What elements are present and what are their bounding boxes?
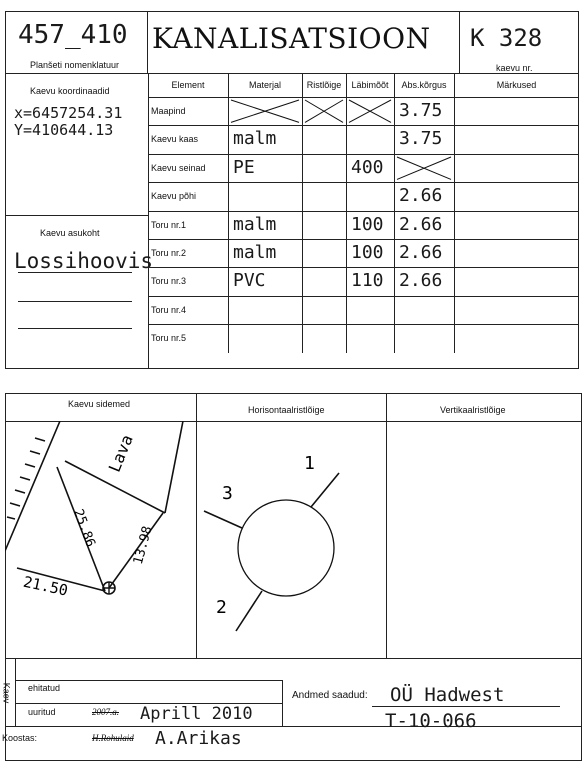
table-cell-labimoot: 400 — [351, 156, 384, 178]
sketch-dim-3: 21.50 — [21, 572, 70, 600]
table-cell-labimoot — [346, 125, 394, 153]
koostas-struck: H.Rohulaid — [92, 733, 134, 743]
coord-x: x=6457254.31 — [14, 104, 123, 122]
sidemed-header: Kaevu sidemed — [68, 399, 131, 409]
table-header-col-ristloige: Ristlõige — [306, 80, 342, 90]
table-grid-hline — [148, 324, 579, 325]
table-cell-ristloige — [302, 182, 346, 210]
andmed-label: Andmed saadud: — [292, 690, 368, 701]
sketch-label-lava: Lava — [104, 431, 137, 475]
table-cell-labimoot: 110 — [351, 270, 384, 292]
table-grid-hline — [148, 211, 579, 212]
vertikaal-header: Vertikaalristlõige — [440, 405, 506, 415]
uuritud-value: Aprill 2010 — [140, 704, 253, 724]
table-cell-materjal — [228, 296, 302, 324]
pipe-2-label: 2 — [216, 597, 227, 618]
table-cell-ristloige — [302, 154, 346, 182]
well-number-label: kaevu nr. — [496, 63, 533, 73]
table-cell-element: Kaevu seinad — [151, 162, 206, 173]
horisontaal-header: Horisontaalristlõige — [248, 405, 325, 415]
table-cell-markused — [454, 97, 579, 125]
sketch-dim-2: 13.98 — [130, 524, 156, 567]
uuritud-label: uuritud — [28, 707, 56, 717]
koostas-label: Koostas: — [2, 733, 38, 743]
table-cell-labimoot — [346, 324, 394, 352]
table-cell-element: Kaevu põhi — [151, 191, 197, 202]
table-cell-materjal: malm — [233, 242, 277, 263]
table-header-col-abs: Abs.kõrgus — [401, 80, 447, 90]
location-value: Lossihoovis — [14, 249, 154, 273]
table-cell-element: Toru nr.1 — [151, 219, 187, 230]
table-cell-abs: 2.66 — [399, 185, 443, 207]
table-cell-materjal — [228, 324, 302, 352]
table-cell-markused — [454, 211, 579, 239]
table-cell-materjal: PVC — [233, 270, 266, 292]
horizontal-section — [196, 421, 386, 658]
pipe-3-line — [204, 511, 242, 528]
table-cell-ristloige — [302, 125, 346, 153]
table-header-col-markused: Märkused — [496, 80, 537, 90]
table-grid-hline — [148, 267, 579, 268]
cross-out-mark — [228, 97, 302, 125]
building-hatch — [7, 438, 45, 519]
pipe-1-line — [311, 473, 339, 507]
location-line-1 — [18, 272, 132, 273]
table-cell-labimoot — [346, 296, 394, 324]
table-grid-vline — [454, 73, 455, 353]
table-cell-element: Maapind — [151, 106, 186, 116]
table-grid-hline — [148, 154, 579, 155]
uuritud-struck: 2007.a. — [92, 707, 119, 717]
footer-divider — [5, 658, 582, 659]
table-cell-ristloige — [302, 267, 346, 295]
footer-line-3 — [5, 726, 582, 727]
table-cell-abs: 2.66 — [399, 242, 443, 263]
ehitatud-label: ehitatud — [28, 683, 61, 693]
table-cell-ristloige — [302, 211, 346, 239]
side-strip-label: Kaev — [1, 682, 12, 704]
table-cell-element: Kaevu kaas — [151, 134, 199, 145]
sheet-code: 457_410 — [18, 20, 128, 50]
footer-line-1 — [15, 680, 282, 681]
table-cell-markused — [454, 296, 579, 324]
table-grid-hline — [148, 125, 579, 126]
table-cell-element: Toru nr.4 — [151, 304, 187, 315]
table-cell-markused — [454, 324, 579, 352]
table-cell-materjal — [228, 182, 302, 210]
table-grid-vline — [394, 73, 395, 353]
page-title: KANALISATSIOON — [152, 22, 431, 55]
table-cell-materjal: malm — [233, 128, 277, 150]
table-cell-labimoot: 100 — [351, 242, 384, 263]
table-cell-element: Toru nr.3 — [151, 276, 187, 287]
table-grid-hline — [148, 296, 579, 297]
table-cell-abs: 2.66 — [399, 213, 443, 235]
coords-label: Kaevu koordinaadid — [30, 86, 110, 96]
footer-mid-divider — [282, 680, 283, 726]
location-sketch — [5, 421, 196, 658]
table-cell-labimoot — [346, 182, 394, 210]
pipe-3-label: 3 — [222, 483, 233, 504]
well-number: K 328 — [470, 24, 543, 52]
cross-out-mark — [302, 97, 346, 125]
table-cell-ristloige — [302, 296, 346, 324]
table-header-col-labimoot: Läbimõõt — [351, 80, 389, 90]
andmed-value-2: T-10-066 — [385, 710, 477, 732]
table-cell-element: Toru nr.2 — [151, 248, 187, 258]
sheet-label: Planšeti nomenklatuur — [30, 60, 120, 70]
lava-right — [165, 421, 183, 513]
koostas-value: A.Arikas — [155, 728, 242, 749]
table-cell-markused — [454, 154, 579, 182]
table-header-col-materjal: Materjal — [248, 80, 281, 90]
andmed-underline — [372, 706, 560, 707]
cross-out-mark — [346, 97, 394, 125]
table-cell-markused — [454, 182, 579, 210]
table-cell-abs — [394, 296, 454, 324]
table-cell-materjal: malm — [233, 213, 277, 235]
table-cell-abs: 3.75 — [399, 100, 443, 121]
location-label: Kaevu asukoht — [40, 228, 100, 238]
table-cell-element: Toru nr.5 — [151, 333, 187, 344]
table-grid-hline — [148, 239, 579, 240]
location-line-3 — [18, 328, 132, 329]
table-grid-hline — [148, 182, 579, 183]
pipe-2-line — [236, 591, 262, 631]
cross-out-mark — [394, 154, 454, 182]
table-cell-labimoot: 100 — [351, 213, 384, 235]
building-wall-left — [5, 421, 60, 551]
side-strip-divider — [15, 658, 16, 726]
table-cell-abs: 2.66 — [399, 270, 443, 292]
table-cell-materjal: PE — [233, 156, 255, 178]
table-header-col-element: Element — [171, 80, 205, 90]
table-cell-abs: 3.75 — [399, 128, 443, 150]
well-circle — [238, 500, 334, 596]
table-cell-markused — [454, 239, 579, 267]
coord-y: Y=410644.13 — [14, 121, 114, 139]
table-cell-ristloige — [302, 324, 346, 352]
element-table — [148, 73, 579, 369]
left-mid-divider — [5, 215, 148, 216]
table-cell-markused — [454, 125, 579, 153]
table-cell-ristloige — [302, 239, 346, 267]
lower-col-2 — [386, 393, 387, 658]
table-cell-markused — [454, 267, 579, 295]
sketch-dim-1: 25.86 — [70, 507, 98, 550]
andmed-value-1: OÜ Hadwest — [390, 684, 505, 706]
table-cell-abs — [394, 324, 454, 352]
pipe-1-label: 1 — [304, 453, 315, 474]
location-line-2 — [18, 301, 132, 302]
